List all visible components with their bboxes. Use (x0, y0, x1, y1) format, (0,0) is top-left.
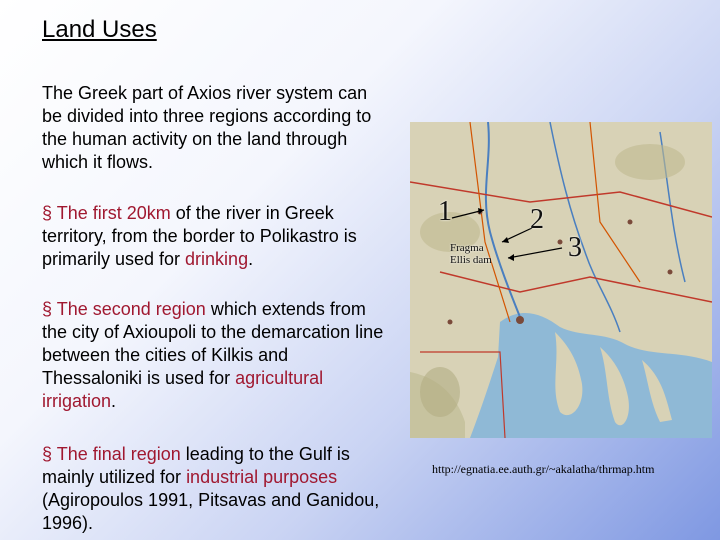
map-drawing (410, 122, 712, 438)
marker-3-label: 3 (568, 232, 582, 263)
region-1-text: of the river in Greek territory, from the border to Polikastro is primarily used for (42, 203, 357, 269)
region-3-use: industrial purposes (186, 467, 338, 487)
region-map-image (410, 122, 712, 438)
bullet-icon: § (42, 444, 53, 464)
source-url[interactable]: http://egnatia.ee.auth.gr/~akalatha/thrmap.htm (432, 462, 655, 476)
region-1-end: . (248, 249, 254, 269)
region-2-lead: The second region (56, 299, 206, 319)
dam-label (450, 242, 492, 266)
marker-1-label: 1 (438, 196, 452, 227)
region-2-paragraph (42, 298, 387, 413)
dam-label-line1: Fragma (450, 242, 484, 254)
marker-2-label: 2 (530, 204, 544, 235)
bullet-icon: § (42, 299, 53, 319)
region-1-lead: The first 20km (56, 203, 171, 223)
region-3-paragraph (42, 443, 387, 535)
region-2-use: agricultural irrigation (42, 368, 324, 411)
bullet-icon: § (42, 203, 53, 223)
slide-title: Land Uses (42, 16, 157, 43)
region-3-lead: The final region (56, 444, 181, 464)
region-1-use: drinking (185, 249, 249, 269)
region-2-text: which extends from the city of Axioupoli to the demarcation line between the cities of Kilkis and Thessaloniki is used for (42, 299, 384, 388)
dam-label-line2: Ellis dam (450, 254, 492, 266)
arrow-3 (508, 248, 562, 258)
region-2-end: . (111, 391, 117, 411)
region-1-paragraph (42, 202, 387, 271)
region-3-end: (Agiropoulos 1991, Pitsavas and Ganidou, 1996). (42, 490, 380, 533)
region-3-text: leading to the Gulf is mainly utilized for (42, 444, 350, 487)
intro-paragraph: The Greek part of Axios river system can be divided into three regions according to the human activity on the land through which it flows. (42, 83, 372, 172)
